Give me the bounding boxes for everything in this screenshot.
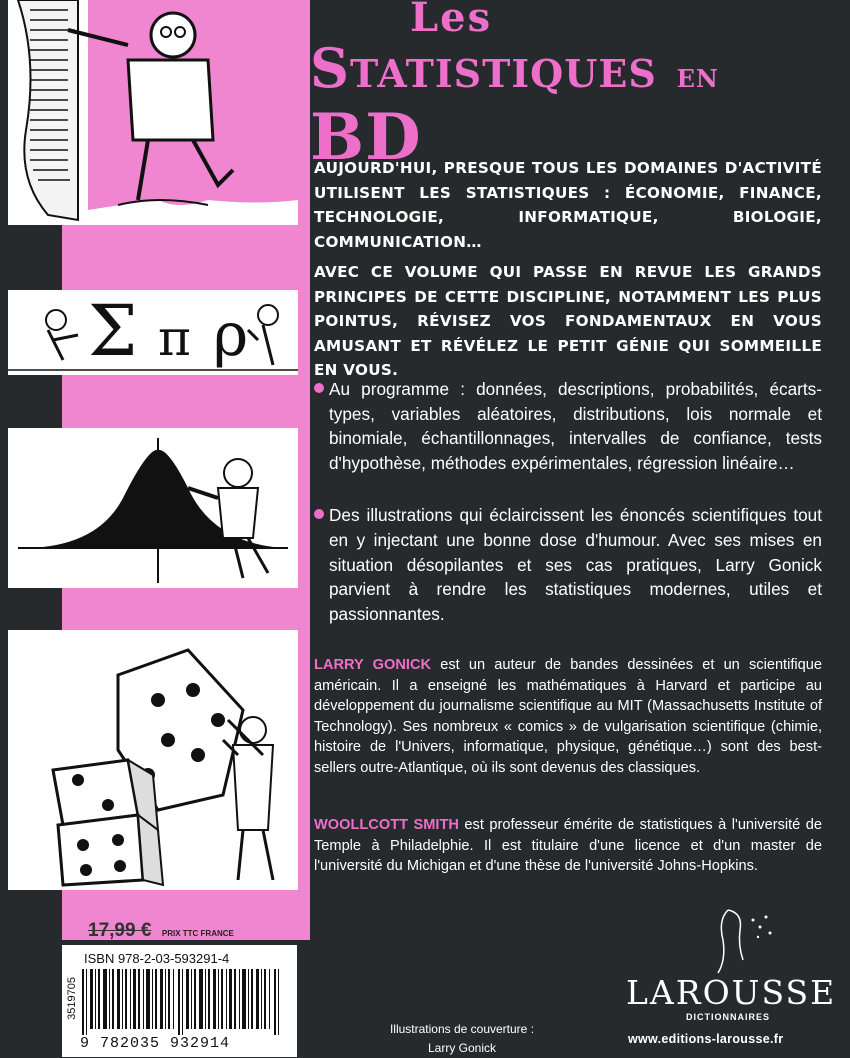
credit-line-2: Larry Gonick xyxy=(427,1041,497,1055)
isbn-text: ISBN 978-2-03-593291-4 xyxy=(84,951,230,966)
greek-letters-illustration xyxy=(8,280,298,380)
barcode-box xyxy=(62,945,297,1057)
title-en: en xyxy=(676,56,719,96)
author-bio-gonick xyxy=(314,655,822,779)
title-line-1: Les xyxy=(410,0,493,41)
publisher-logo xyxy=(620,905,837,1015)
svg-text:ρ: ρ xyxy=(213,300,249,370)
price-value: 17,99 € xyxy=(88,920,152,941)
bullet-text: Des illustrations qui éclaircissent les énoncés scientifiques tout en y injectant une bonne dose d'humour. Avec ses mises en situation désopilantes et ses cas pratiques, Larry Gonick parvient à rendre les statistiques modernes, utiles et passionnantes. xyxy=(329,505,822,624)
author-name: LARRY GONICK xyxy=(314,657,432,673)
intro-paragraph-2: AVEC CE VOLUME QUI PASSE EN REVUE LES GRANDS PRINCIPES DE CETTE DISCIPLINE, NOTAMMENT LES PLUS POINTUS, RÉVISEZ VOS FONDAMENTAUX EN VOUS AMUSANT ET RÉVÉLEZ LE PETIT GÉNIE QUI SOMMEILLE EN VOUS. xyxy=(314,263,822,379)
title-line-2 xyxy=(310,36,850,175)
price-tax-label: PRIX TTC FRANCE xyxy=(161,929,234,938)
title-bd: BD xyxy=(310,100,422,175)
scroll-man-illustration xyxy=(8,0,298,225)
bullet-dot-icon xyxy=(314,383,324,393)
publisher-name: LAROUSSE xyxy=(626,973,837,1012)
publisher-website[interactable]: www.editions-larousse.fr xyxy=(628,1032,784,1046)
author-name: WOOLLCOTT SMITH xyxy=(314,817,459,833)
author-bio-smith xyxy=(314,815,822,877)
illustration-column xyxy=(0,0,295,1058)
author-bio-text: est un auteur de bandes dessinées et un scientifique américain. Il a enseigné les mathématiques à Harvard et participe au développement du journalisme scientifique au MIT (Massachusetts Institute of Technology). Ses nombreux « comics » de vulgarisation scientifique (chimie, histoire de l'Univers, informatique, physique, génétique…) sont des best-sellers outre-Atlantique, où ils sont devenus des classiques. xyxy=(314,657,822,776)
title-statistiques: Statistiques xyxy=(310,36,657,100)
svg-text:Σ: Σ xyxy=(88,290,138,372)
price-label xyxy=(88,920,234,942)
book-title xyxy=(310,0,850,175)
credit-line-1: Illustrations de couverture : xyxy=(389,1022,535,1036)
author-bio-text: est professeur émérite de statistiques à l'université de Temple à Philadelphie. Il est titulaire d'une licence et d'un master de l'université du Michigan et d'une thèse de l'université Johns-Hopkins. xyxy=(314,817,822,875)
publisher-subtitle: DICTIONNAIRES xyxy=(686,1012,771,1022)
list-item xyxy=(314,377,822,475)
svg-text:π: π xyxy=(158,309,191,367)
cover-credit xyxy=(372,1020,552,1058)
intro-paragraph-1: AUJOURD'HUI, PRESQUE TOUS LES DOMAINES D'ACTIVITÉ UTILISENT LES STATISTIQUES : ÉCONOMIE, FINANCE, TECHNOLOGIE, INFORMATIQUE, BIOLOGIE, COMMUNICATION… xyxy=(314,159,822,251)
intro-text xyxy=(314,156,822,389)
bell-curve-illustration xyxy=(8,428,298,588)
bullet-list xyxy=(314,377,822,654)
list-item xyxy=(314,503,822,626)
barcode-digits: 9 782035 932914 xyxy=(80,1035,231,1052)
barcode-icon xyxy=(82,969,287,1035)
barcode-side-code: 3519705 xyxy=(66,977,78,1020)
bullet-text: Au programme : données, descriptions, probabilités, écarts-types, variables aléatoires, distributions, lois normale et binomiale, échantillonnages, intervalles de confiance, tests d'hypothèse, méthodes expérimentales, régression linéaire… xyxy=(329,379,822,473)
dice-illustration xyxy=(8,630,298,890)
bullet-dot-icon xyxy=(314,509,324,519)
sower-icon xyxy=(698,905,778,975)
